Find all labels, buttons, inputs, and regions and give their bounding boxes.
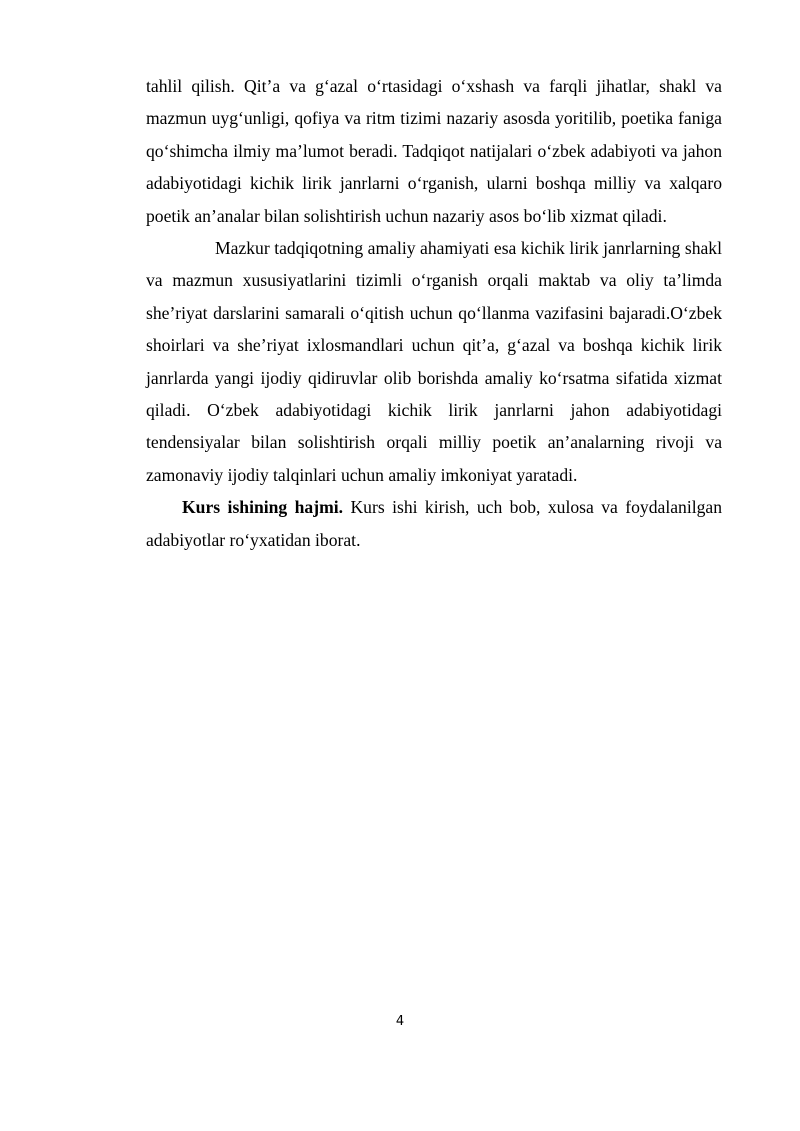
paragraph-theoretical-significance (146, 70, 722, 232)
paragraph-text: Kurs ishi kirish, uch bob, xulosa va foydalanilgan adabiyotlar ro‘yxatidan iborat. (146, 497, 722, 550)
paragraph-text: Mazkur tadqiqotning amaliy ahamiyati esa kichik lirik janrlarning shakl va mazmun xususiyatlarini tizimli o‘rganish orqali maktab va oliy ta’limda she’riyat darslarini samarali o‘qitish uchun qo‘llanma vazifasini bajaradi.O‘zbek shoirlari va she’riyat ixlosmandlari uchun qit’a, g‘azal va boshqa kichik lirik janrlarda yangi ijodiy qidiruvlar olib borishda amaliy ko‘rsatma sifatida xizmat qiladi. O‘zbek adabiyotidagi kichik lirik janrlarni jahon adabiyotidagi tendensiyalar bilan solishtirish orqali milliy poetik an’analarning rivoji va zamonaviy ijodiy talqinlari uchun amaliy imkoniyat yaratadi. (146, 238, 722, 485)
paragraph-bold-heading: Kurs ishining hajmi. (182, 497, 344, 518)
body-text (146, 70, 722, 556)
paragraph-course-volume (146, 491, 722, 556)
paragraph-practical-significance (146, 232, 722, 491)
page-number: 4 (395, 1014, 405, 1029)
paragraph-text: tahlil qilish. Qit’a va g‘azal o‘rtasidagi o‘xshash va farqli jihatlar, shakl va mazmun uyg‘unligi, qofiya va ritm tizimi nazariy asosda yoritilib, poetika faniga qo‘shimcha ilmiy ma’lumot beradi. Tadqiqot natijalari o‘zbek adabiyoti va jahon adabiyotidagi kichik lirik janrlarni o‘rganish, ularni boshqa milliy va xalqaro poetik an’analar bilan solishtirish uchun nazariy asos bo‘lib xizmat qiladi. (146, 76, 722, 226)
